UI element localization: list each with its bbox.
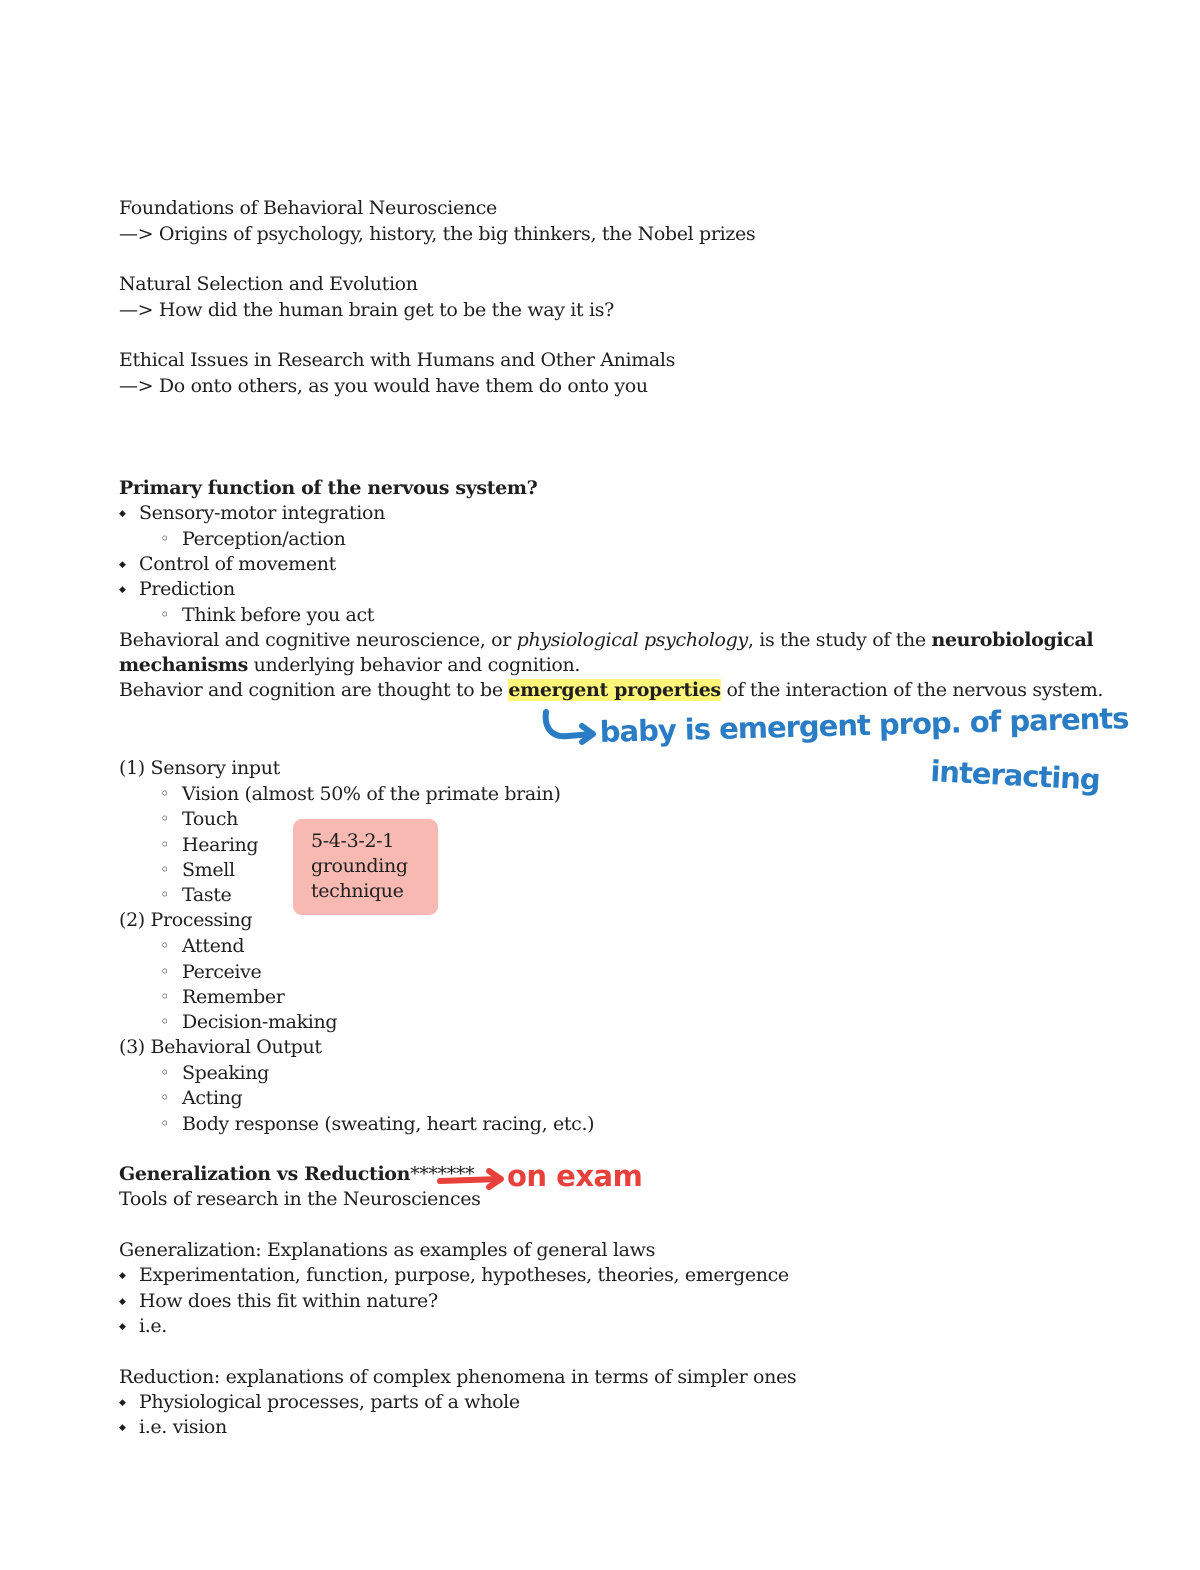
processing-item: ◦ Decision-making (160, 1009, 337, 1035)
bullet-prediction: ◆ Prediction (119, 577, 235, 603)
ethics-title: Ethical Issues in Research with Humans and Other Animals (119, 349, 676, 371)
bullet-sensory-motor: ◆ Sensory-motor integration (119, 501, 385, 527)
processing-item: ◦ Perceive (160, 959, 261, 985)
def-text-2: , is the study of the (747, 629, 932, 651)
output-item: ◦ Body response (sweating, heart racing, etc.) (160, 1111, 594, 1137)
stage-processing: (2) Processing (119, 909, 253, 931)
reduction-item: ◆ Physiological processes, parts of a whole (119, 1390, 520, 1416)
generalization-def: Generalization: Explanations as examples of general laws (119, 1239, 655, 1261)
callout-line-1: 5-4-3-2-1 (311, 830, 394, 852)
processing-item: ◦ Remember (160, 984, 285, 1010)
sensory-item: ◦ Taste (160, 882, 231, 908)
generalization-item: ◆ How does this fit within nature? (119, 1289, 438, 1315)
callout-line-3: technique (311, 880, 404, 902)
generalization-item: ◆ i.e. (119, 1314, 167, 1340)
foundations-note: —> Origins of psychology, history, the big thinkers, the Nobel prizes (119, 223, 756, 245)
annotation-on-exam: on exam (507, 1159, 643, 1193)
selection-note: —> How did the human brain get to be the way it is? (119, 299, 614, 321)
gen-stars: ******* (410, 1163, 475, 1185)
sensory-item: ◦ Hearing (160, 832, 258, 858)
generalization-item: ◆ Experimentation, function, purpose, hypotheses, theories, emergence (119, 1263, 789, 1289)
output-item: ◦ Speaking (160, 1060, 269, 1086)
sensory-item: ◦ Smell (160, 857, 235, 883)
blue-arrow-icon (546, 712, 593, 742)
reduction-item: ◆ i.e. vision (119, 1415, 227, 1441)
foundations-title: Foundations of Behavioral Neuroscience (119, 197, 497, 219)
def-bold-1: neurobiological (931, 629, 1094, 651)
primary-heading-text: Primary function of the nervous system? (119, 477, 538, 499)
def-bold-2: mechanisms (119, 654, 248, 676)
sub-bullet-think: ◦ Think before you act (160, 602, 374, 628)
stage-sensory: (1) Sensory input (119, 757, 280, 779)
sensory-item: ◦ Vision (almost 50% of the primate brain) (160, 781, 561, 807)
bullet-control: ◆ Control of movement (119, 552, 336, 578)
def-text-1: Behavioral and cognitive neuroscience, or (119, 629, 517, 651)
callout-line-2: grounding (311, 855, 408, 877)
def-italic: physiological psychology (516, 629, 748, 651)
gen-heading (119, 1162, 474, 1187)
sub-bullet-perception: ◦ Perception/action (160, 526, 346, 552)
processing-item: ◦ Attend (160, 933, 244, 959)
emergent-text-2: of the interaction of the nervous system. (720, 679, 1104, 701)
tools-line: Tools of research in the Neurosciences (119, 1188, 481, 1210)
def-text-3: underlying behavior and cognition. (247, 654, 581, 676)
grounding-callout (293, 819, 438, 915)
sensory-item: ◦ Touch (160, 806, 238, 832)
output-item: ◦ Acting (160, 1085, 242, 1111)
emergent-text-1: Behavior and cognition are thought to be (119, 679, 509, 701)
stage-output: (3) Behavioral Output (119, 1036, 322, 1058)
emergent-highlight: emergent properties (508, 679, 721, 701)
annotation-emergent-line2: interacting (929, 754, 1101, 797)
ethics-note: —> Do onto others, as you would have them do onto you (119, 375, 648, 397)
reduction-def: Reduction: explanations of complex phenomena in terms of simpler ones (119, 1366, 797, 1388)
annotation-emergent-line1: baby is emergent prop. of parents (599, 701, 1129, 749)
selection-title: Natural Selection and Evolution (119, 273, 418, 295)
gen-heading-text: Generalization vs Reduction (119, 1163, 411, 1185)
